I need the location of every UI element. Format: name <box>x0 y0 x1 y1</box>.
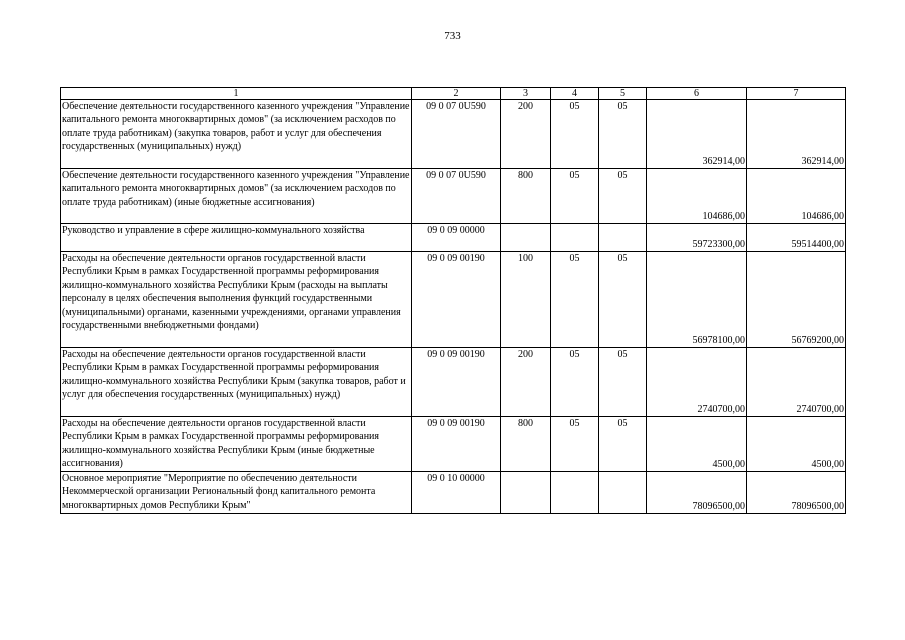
target-article-code: 09 0 09 00000 <box>412 224 501 252</box>
section-code <box>551 472 599 514</box>
section-code: 05 <box>551 348 599 417</box>
subsection-code: 05 <box>599 252 647 348</box>
subsection-code: 05 <box>599 417 647 472</box>
amount-col-7: 59514400,00 <box>747 224 846 252</box>
expense-name: Расходы на обеспечение деятельности органов государственной власти Республики Крым в рамках Государственной программы реформирования жилищно-коммунального хозяйства Республики Крым (закупка товаров, работ и услуг для обеспечения государственных (муниципальных) нужд) <box>61 348 412 417</box>
expense-name: Расходы на обеспечение деятельности органов государственной власти Республики Крым в рамках Государственной программы реформирования жилищно-коммунального хозяйства Республики Крым (иные бюджетные ассигнования) <box>61 417 412 472</box>
amount-col-7: 78096500,00 <box>747 472 846 514</box>
table-header-row <box>61 88 846 100</box>
subsection-code: 05 <box>599 169 647 224</box>
table-row <box>61 348 846 417</box>
table-row <box>61 100 846 169</box>
amount-col-7: 362914,00 <box>747 100 846 169</box>
table-row <box>61 252 846 348</box>
expense-type-code: 200 <box>501 100 551 169</box>
column-header: 7 <box>747 88 846 100</box>
table-row <box>61 169 846 224</box>
subsection-code: 05 <box>599 348 647 417</box>
expense-name: Расходы на обеспечение деятельности органов государственной власти Республики Крым в рамках Государственной программы реформирования жилищно-коммунального хозяйства Республики Крым (расходы на выплаты персоналу в целях обеспечения выполнения функций государственными (муниципальными) органами, казенными учреждениями, органами управления государственными внебюджетными фондами) <box>61 252 412 348</box>
expense-name: Основное мероприятие "Мероприятие по обеспечению деятельности Некоммерческой организации Региональный фонд капитального ремонта многоквартирных домов Республики Крым" <box>61 472 412 514</box>
amount-col-7: 56769200,00 <box>747 252 846 348</box>
section-code <box>551 224 599 252</box>
expense-type-code: 800 <box>501 417 551 472</box>
column-header: 3 <box>501 88 551 100</box>
expense-name: Обеспечение деятельности государственного казенного учреждения "Управление капитального ремонта многоквартирных домов" (за исключением расходов по оплате труда работникам) (закупка товаров, работ и услуг для обеспечения государственных (муниципальных) нужд) <box>61 100 412 169</box>
expense-type-code <box>501 472 551 514</box>
target-article-code: 09 0 09 00190 <box>412 417 501 472</box>
expense-name: Руководство и управление в сфере жилищно-коммунального хозяйства <box>61 224 412 252</box>
amount-col-7: 4500,00 <box>747 417 846 472</box>
amount-col-7: 2740700,00 <box>747 348 846 417</box>
table-row <box>61 417 846 472</box>
target-article-code: 09 0 09 00190 <box>412 348 501 417</box>
expense-type-code <box>501 224 551 252</box>
amount-col-6: 104686,00 <box>647 169 747 224</box>
amount-col-6: 4500,00 <box>647 417 747 472</box>
section-code: 05 <box>551 252 599 348</box>
subsection-code: 05 <box>599 100 647 169</box>
section-code: 05 <box>551 100 599 169</box>
column-header: 2 <box>412 88 501 100</box>
subsection-code <box>599 472 647 514</box>
column-header: 5 <box>599 88 647 100</box>
column-header: 1 <box>61 88 412 100</box>
amount-col-6: 2740700,00 <box>647 348 747 417</box>
expense-name: Обеспечение деятельности государственного казенного учреждения "Управление капитального ремонта многоквартирных домов" (за исключением расходов по оплате труда работникам) (иные бюджетные ассигнования) <box>61 169 412 224</box>
budget-table <box>60 87 846 514</box>
table-row <box>61 224 846 252</box>
column-header: 4 <box>551 88 599 100</box>
subsection-code <box>599 224 647 252</box>
target-article-code: 09 0 07 0U590 <box>412 100 501 169</box>
page-number: 733 <box>444 30 461 42</box>
section-code: 05 <box>551 417 599 472</box>
amount-col-6: 78096500,00 <box>647 472 747 514</box>
expense-type-code: 200 <box>501 348 551 417</box>
target-article-code: 09 0 07 0U590 <box>412 169 501 224</box>
column-header: 6 <box>647 88 747 100</box>
expense-type-code: 100 <box>501 252 551 348</box>
table-row <box>61 472 846 514</box>
expense-type-code: 800 <box>501 169 551 224</box>
amount-col-6: 56978100,00 <box>647 252 747 348</box>
target-article-code: 09 0 10 00000 <box>412 472 501 514</box>
amount-col-6: 59723300,00 <box>647 224 747 252</box>
section-code: 05 <box>551 169 599 224</box>
amount-col-6: 362914,00 <box>647 100 747 169</box>
amount-col-7: 104686,00 <box>747 169 846 224</box>
target-article-code: 09 0 09 00190 <box>412 252 501 348</box>
